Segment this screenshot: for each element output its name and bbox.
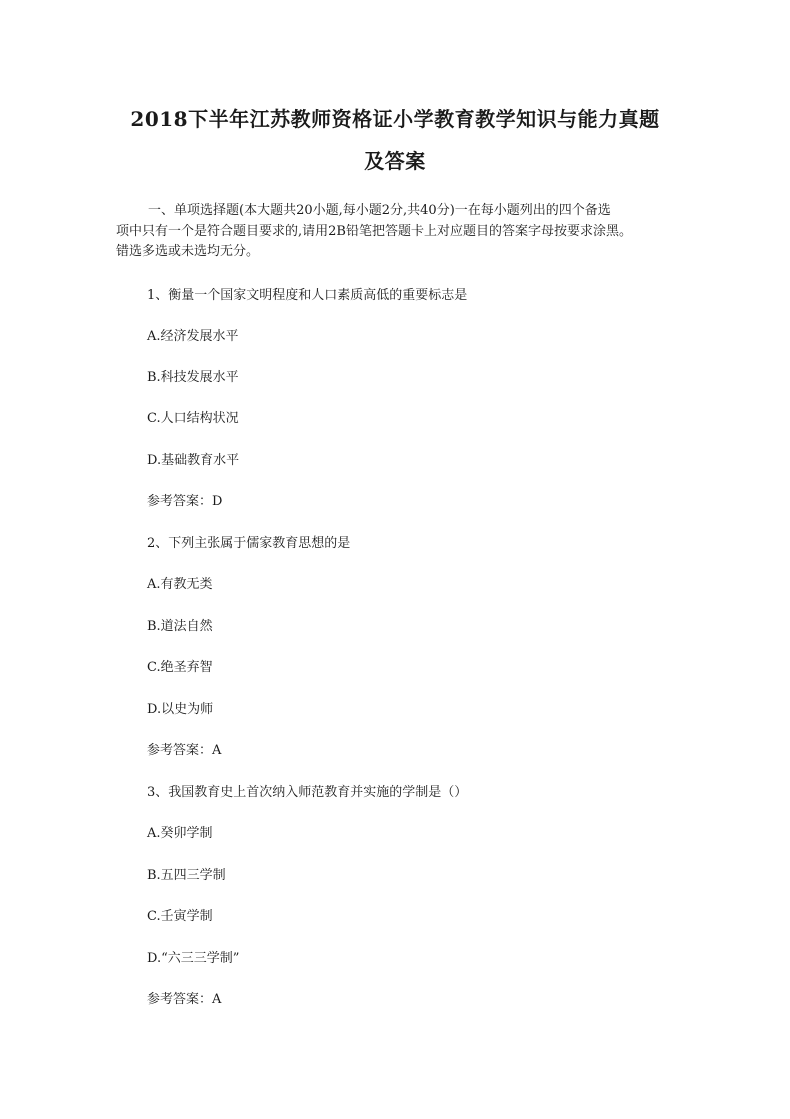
question-1-option-c: C.人口结构状况	[147, 411, 239, 426]
question-2-option-b: B.道法自然	[147, 619, 213, 634]
intro-line-2: 项中只有一个是符合题目要求的,请用2B铅笔把答题卡上对应题目的答案字母按要求涂黑。	[116, 223, 632, 239]
document-title-line-2: 及答案	[364, 149, 426, 173]
question-1-option-a: A.经济发展水平	[147, 329, 239, 344]
intro-line-1: 一、单项选择题(本大题共20小题,每小题2分,共40分)一在每小题列出的四个备选	[148, 203, 611, 218]
question-2-option-d: D.以史为师	[147, 702, 214, 717]
question-3-option-b: B.五四三学制	[147, 868, 226, 883]
document-title-line-1: 2018下半年江苏教师资格证小学教育教学知识与能力真题	[130, 107, 660, 131]
intro-line-3: 错选多选或未选均无分。	[116, 244, 260, 259]
section-intro	[116, 201, 686, 263]
question-2-answer: 参考答案：A	[147, 743, 222, 758]
question-1-option-d: D.基础教育水平	[147, 453, 240, 468]
question-1-stem: 1、衡量一个国家文明程度和人口素质高低的重要标志是	[147, 288, 468, 303]
question-1-option-b: B.科技发展水平	[147, 370, 239, 385]
question-3-stem: 3、我国教育史上首次纳入师范教育并实施的学制是（）	[147, 785, 468, 800]
question-2-option-a: A.有教无类	[147, 577, 213, 592]
question-3-option-a: A.癸卯学制	[147, 826, 213, 841]
question-3-answer: 参考答案：A	[147, 992, 222, 1007]
question-1-answer: 参考答案：D	[147, 494, 223, 509]
question-2-option-c: C.绝圣弃智	[147, 660, 213, 675]
question-2-stem: 2、下列主张属于儒家教育思想的是	[147, 536, 351, 551]
question-3-option-c: C.壬寅学制	[147, 909, 213, 924]
question-3-option-d: D.“六三三学制”	[147, 951, 240, 966]
